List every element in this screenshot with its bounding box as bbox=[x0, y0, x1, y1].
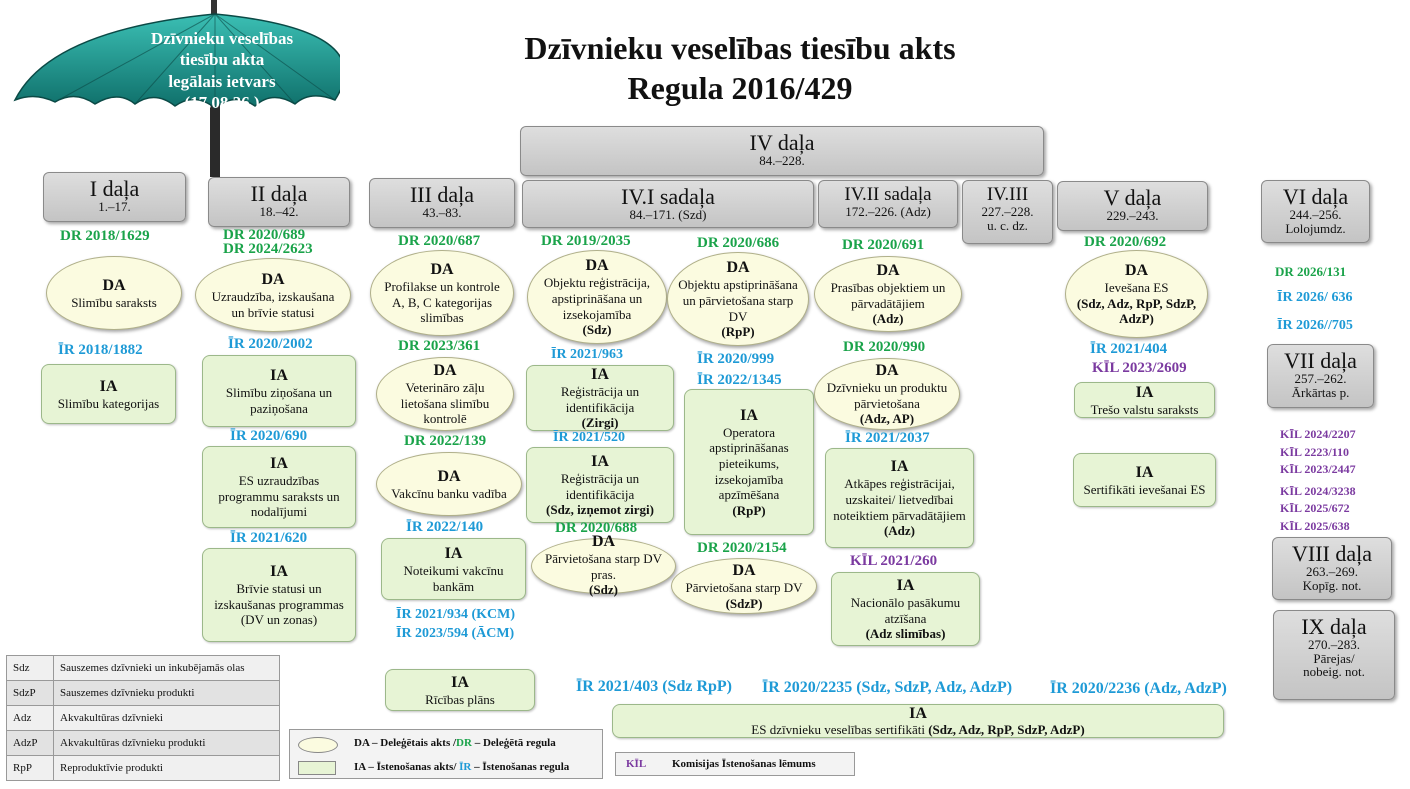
act-ia-terrestrial-identification: IA Reģistrācija un identifikācija (Sdz, izņemot zirgi) bbox=[526, 447, 674, 523]
part-i: I daļa 1.–17. bbox=[43, 172, 186, 222]
regulation-label: KĪL 2021/260 bbox=[850, 553, 938, 569]
part-iv-ii: IV.II sadaļa 172.–226. (Adz) bbox=[818, 180, 958, 228]
regulation-label: ĪR 2026//705 bbox=[1277, 318, 1353, 333]
legend-ellipse-swatch bbox=[298, 737, 338, 753]
part-iii: III daļa 43.–83. bbox=[369, 178, 515, 228]
act-da-disease-list: DA Slimību saraksts bbox=[46, 256, 182, 330]
regulation-label: DR 2020/692 bbox=[1084, 234, 1167, 250]
act-ia-vaccine-rules: IA Noteikumi vakcīnu bankām bbox=[381, 538, 526, 600]
regulation-label: KĪL 2023/2609 bbox=[1092, 360, 1187, 376]
regulation-label: ĪR 2020/2002 bbox=[228, 336, 313, 352]
part-iv: IV daļa 84.–228. bbox=[520, 126, 1044, 176]
regulation-label: ĪR 2023/594 (ĀCM) bbox=[396, 626, 515, 641]
act-da-germinal-approval: DA Objektu apstiprināšana un pārvietošana starp DV (RpP) bbox=[667, 252, 809, 346]
regulation-label: ĪR 2018/1882 bbox=[58, 342, 143, 358]
regulation-label: DR 2018/1629 bbox=[60, 228, 150, 244]
act-ia-action-plan: IA Rīcības plāns bbox=[385, 669, 535, 711]
umbrella-caption: Dzīvnieku veselības tiesību akta legālais ietvars (17.08.26.) bbox=[150, 29, 294, 112]
regulation-label: DR 2024/2623 bbox=[223, 241, 313, 257]
symbol-legend bbox=[289, 729, 603, 779]
regulation-label: DR 2020/688 bbox=[555, 520, 638, 536]
act-da-aquaculture-requirements: DA Prasības objektiem un pārvadātājiem (Adz) bbox=[814, 256, 962, 332]
regulation-label: DR 2022/139 bbox=[404, 433, 487, 449]
part-iv-iii: IV.III 227.–228. u. c. dz. bbox=[962, 180, 1053, 244]
regulation-label: ĪR 2021/934 (KCM) bbox=[396, 607, 515, 622]
part-vi: VI daļa 244.–256. Lolojumdz. bbox=[1261, 180, 1370, 243]
regulation-label: ĪR 2022/1345 bbox=[697, 372, 782, 388]
part-vii: VII daļa 257.–262. Ārkārtas p. bbox=[1267, 344, 1374, 408]
regulation-label: ĪR 2021/520 bbox=[553, 430, 625, 445]
regulation-label: ĪR 2020/999 bbox=[697, 351, 775, 367]
regulation-label: ĪR 2021/403 (Sdz RpP) bbox=[576, 678, 733, 695]
act-ia-derogations: IA Atkāpes reģistrācijai, uzskaitei/ lietvedībai noteiktiem pārvadātājiem (Adz) bbox=[825, 448, 974, 548]
regulation-label: DR 2026/131 bbox=[1275, 264, 1347, 279]
act-da-movement-requirements: DA Pārvietošana starp DV pras. (Sdz) bbox=[531, 538, 676, 594]
part-ix: IX daļa 270.–283. Pārejas/ nobeig. not. bbox=[1273, 610, 1395, 700]
act-ia-disease-categories: IA Slimību kategorijas bbox=[41, 364, 176, 424]
legend-ia-text: IA – Īstenošanas akts/ ĪR – Īstenošanas regula bbox=[354, 761, 570, 773]
legend-da-text: DA – Deleģētais akts /DR – Deleģētā regula bbox=[354, 737, 556, 749]
act-da-surveillance: DA Uzraudzība, izskaušana un brīvie statusi bbox=[195, 258, 351, 332]
act-da-aquaculture-movement: DA Dzīvnieku un produktu pārvietošana (Adz, AP) bbox=[814, 358, 960, 430]
part-viii: VIII daļa 263.–269. Kopīg. not. bbox=[1272, 537, 1392, 600]
regulation-label: ĪR 2021/404 bbox=[1090, 341, 1168, 357]
act-da-vaccine-bank: DA Vakcīnu banku vadība bbox=[376, 452, 522, 516]
decision-label: KĪL 2025/672 bbox=[1280, 501, 1350, 515]
abbreviation-legend: Sdz Sauszemes dzīvnieki un inkubējamās olas SdzP Sauszemes dzīvnieku produkti Adz Akvakultūras dzīvnieki AdzP Akvakultūras dzīvnieku produkti RpP Reproduktīvie produkti bbox=[6, 655, 280, 781]
decision-label: KĪL 2024/2207 bbox=[1280, 427, 1356, 441]
regulation-label: DR 2020/689 bbox=[223, 227, 306, 243]
regulation-label: ĪR 2026/ 636 bbox=[1277, 290, 1353, 305]
part-iv-i: IV.I sadaļa 84.–171. (Szd) bbox=[522, 180, 814, 228]
act-da-entry-eu: DA Ievešana ES (Sdz, Adz, RpP, SdzP, AdzP) bbox=[1065, 250, 1208, 338]
act-ia-disease-reporting: IA Slimību ziņošana un paziņošana bbox=[202, 355, 356, 427]
regulation-label: ĪR 2021/2037 bbox=[845, 430, 930, 446]
decision-label: KĪL 2025/638 bbox=[1280, 519, 1350, 533]
act-ia-eu-programmes: IA ES uzraudzības programmu saraksts un nodalījumi bbox=[202, 446, 356, 528]
part-v: V daļa 229.–243. bbox=[1057, 181, 1208, 231]
regulation-label: DR 2023/361 bbox=[398, 338, 481, 354]
regulation-label: ĪR 2021/963 bbox=[551, 347, 623, 362]
regulation-label: ĪR 2022/140 bbox=[406, 519, 484, 535]
regulation-label: ĪR 2020/690 bbox=[230, 428, 308, 444]
act-ia-operator-approval: IA Operatora apstiprināšanas pieteikums, izsekojamība apzīmēšana (RpP) bbox=[684, 389, 814, 535]
act-ia-horse-identification: IA Reģistrācija un identifikācija (Zirgi) bbox=[526, 365, 674, 431]
act-ia-entry-certificates: IA Sertifikāti ievešanai ES bbox=[1073, 453, 1216, 507]
regulation-label: DR 2019/2035 bbox=[541, 233, 631, 249]
legend-box-swatch bbox=[298, 761, 336, 775]
regulation-label: ĪR 2020/2236 (Adz, AdzP) bbox=[1050, 680, 1227, 697]
regulation-label: DR 2020/687 bbox=[398, 233, 481, 249]
act-da-prevention: DA Profilakse un kontrole A, B, C kategorijas slimības bbox=[370, 250, 514, 336]
act-ia-national-measures: IA Nacionālo pasākumu atzīšana (Adz slimības) bbox=[831, 572, 980, 646]
regulation-label: DR 2020/990 bbox=[843, 339, 926, 355]
decision-label: KĪL 2223/110 bbox=[1280, 445, 1350, 459]
regulation-label: ĪR 2021/620 bbox=[230, 530, 308, 546]
act-ia-free-status: IA Brīvie statusi un izskaušanas programmas (DV un zonas) bbox=[202, 548, 356, 642]
act-ia-health-certificates: IA ES dzīvnieku veselības sertifikāti (Sdz, Adz, RpP, SdzP, AdzP) bbox=[612, 704, 1224, 738]
regulation-label: ĪR 2020/2235 (Sdz, SdzP, Adz, AdzP) bbox=[762, 679, 1013, 696]
part-ii: II daļa 18.–42. bbox=[208, 177, 350, 227]
decision-label: KĪL 2023/2447 bbox=[1280, 462, 1356, 476]
page-title: Dzīvnieku veselības tiesību akts Regula 2016/429 bbox=[524, 30, 956, 106]
act-da-products-movement: DA Pārvietošana starp DV (SdzP) bbox=[671, 558, 817, 614]
decision-label: KĪL 2024/3238 bbox=[1280, 484, 1356, 498]
act-da-establishment-registration: DA Objektu reģistrācija, apstiprināšana un izsekojamība (Sdz) bbox=[527, 250, 667, 344]
regulation-label: DR 2020/2154 bbox=[697, 540, 787, 556]
regulation-label: DR 2020/691 bbox=[842, 237, 925, 253]
regulation-label: DR 2020/686 bbox=[697, 235, 780, 251]
decision-legend: KĪL Komisijas Īstenošanas lēmums bbox=[615, 752, 855, 776]
act-ia-third-countries: IA Trešo valstu saraksts bbox=[1074, 382, 1215, 418]
act-da-veterinary: DA Veterināro zāļu lietošana slimību kontrolē bbox=[376, 357, 514, 431]
